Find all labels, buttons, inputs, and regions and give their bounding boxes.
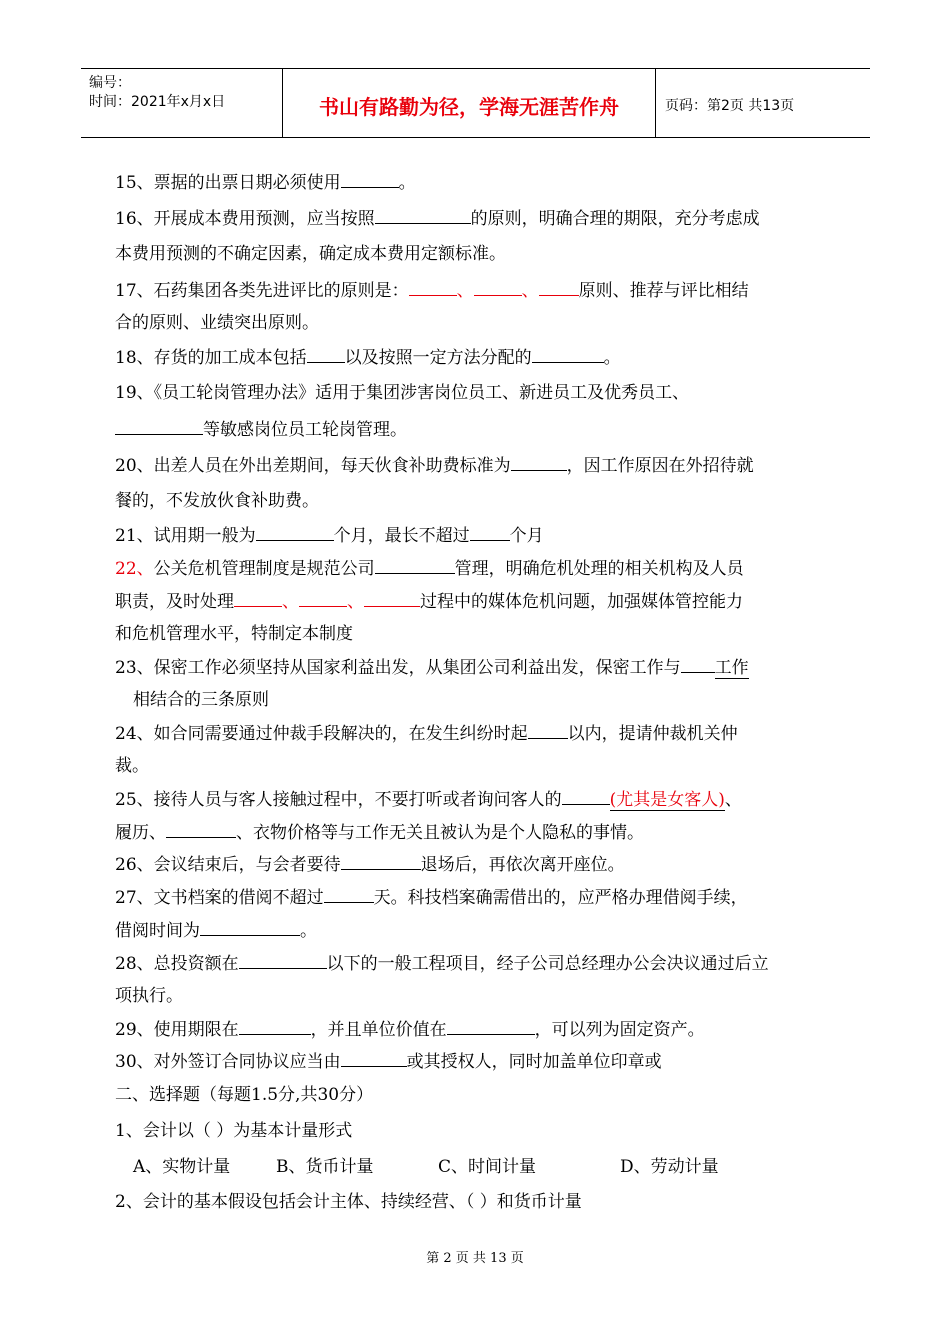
blank [256, 524, 334, 541]
question-text: 相结合的三条原则 [133, 690, 269, 710]
question-text: 和危机管理水平，特制定本制度 [115, 624, 353, 644]
question-text: 21、试用期一般为 [115, 526, 256, 546]
question-text: 16、开展成本费用预测，应当按照 [115, 209, 375, 229]
blank [239, 1018, 311, 1035]
page-footer: 第 2 页 共 13 页 [426, 1251, 524, 1266]
header-motto-cell [283, 69, 656, 137]
header-page-cell [656, 69, 870, 137]
question-16-cont [115, 243, 506, 265]
question-text: ，可以列为固定资产。 [534, 1020, 705, 1040]
blank [234, 590, 282, 607]
question-text: 18、存货的加工成本包括 [115, 348, 307, 368]
option-a: A、实物计量 [133, 1157, 231, 1177]
blank [324, 886, 374, 903]
question-text: 本费用预测的不确定因素，确定成本费用定额标准。 [115, 244, 506, 264]
page-header [81, 68, 870, 138]
blank [364, 590, 420, 607]
blank [375, 207, 471, 224]
question-27-cont [115, 919, 317, 942]
question-text: 27、文书档案的借阅不超过 [115, 888, 324, 908]
question-24-cont [115, 755, 149, 777]
question-25-cont [115, 821, 644, 844]
motto: 书山有路勤为径，学海无涯苦作舟 [319, 95, 619, 119]
question-text: 天。科技档案确需借出的，应严格办理借阅手续， [373, 888, 748, 908]
question-15 [115, 171, 416, 194]
question-text: 职责，及时处理 [115, 592, 234, 612]
question-17-cont [115, 312, 319, 334]
question-23 [115, 656, 749, 679]
question-text: 退场后，再依次离开座位。 [420, 855, 625, 875]
question-text: 17、石药集团各类先进评比的原则是： [115, 281, 409, 301]
blank [307, 346, 345, 363]
question-22-cont2 [115, 623, 353, 645]
question-text: 合的原则、业绩突出原则。 [115, 313, 319, 333]
question-text: 30、对外签订合同协议应当由 [115, 1052, 341, 1072]
blank [299, 590, 347, 607]
question-text: 过程中的媒体危机问题，加强媒体管控能力 [420, 592, 743, 612]
page-info: 页码：第2页 共13页 [665, 98, 795, 114]
question-number: 22、 [115, 559, 154, 579]
question-text: ，因工作原因在外招待就 [566, 456, 754, 476]
question-text: 29、使用期限在 [115, 1020, 239, 1040]
blank [375, 557, 455, 574]
question-text: 或其授权人，同时加盖单位印章或 [406, 1052, 662, 1072]
number-label: 编号： [89, 75, 131, 91]
question-19-cont [115, 418, 407, 441]
question-30 [115, 1050, 662, 1073]
blank [528, 722, 568, 739]
question-19 [115, 382, 689, 404]
question-text: 个月 [509, 526, 544, 546]
question-text: 裁。 [115, 756, 149, 776]
time-label: 时间：2021年x月x日 [89, 94, 226, 110]
question-17 [115, 279, 749, 302]
blank [539, 279, 579, 296]
question-24 [115, 722, 738, 745]
question-text: 以内，提请仲裁机关仲 [567, 724, 738, 744]
question-text: 等敏感岗位员工轮岗管理。 [203, 420, 407, 440]
question-text: 项执行。 [115, 986, 183, 1006]
question-text: 、衣物价格等与工作无关且被认为是个人隐私的事情。 [236, 823, 644, 843]
question-22 [115, 557, 744, 580]
question-text: 。 [398, 173, 416, 193]
separator: 、 [456, 281, 474, 301]
blank [200, 919, 300, 936]
question-text: 以下的一般工程项目，经子公司总经理办公会决议通过后立 [326, 954, 769, 974]
blank [532, 346, 604, 363]
blank [341, 1050, 407, 1067]
question-text: 23、保密工作必须坚持从国家利益出发，从集团公司利益出发，保密工作与 [115, 658, 681, 678]
question-text: 、 [724, 790, 742, 810]
blank [681, 656, 715, 673]
blank [562, 788, 610, 805]
question-text: 28、总投资额在 [115, 954, 239, 974]
blank [341, 171, 399, 188]
question-text: 的原则，明确合理的期限，充分考虑成 [470, 209, 760, 229]
question-28-cont [115, 985, 183, 1007]
question-text: 管理，明确危机处理的相关机构及人员 [454, 559, 744, 579]
question-text: 20、出差人员在外出差期间，每天伙食补助费标准为 [115, 456, 511, 476]
question-22-cont [115, 590, 743, 613]
question-25 [115, 788, 742, 811]
question-21 [115, 524, 544, 547]
blank [447, 1018, 535, 1035]
question-text: 24、如合同需要通过仲裁手段解决的，在发生纠纷时起 [115, 724, 528, 744]
question-text: 借阅时间为 [115, 921, 200, 941]
question-text: 个月，最长不超过 [333, 526, 470, 546]
mc-question-2: 2、会计的基本假设包括会计主体、持续经营、（ ）和货币计量 [115, 1192, 582, 1212]
question-18 [115, 346, 621, 369]
question-16 [115, 207, 760, 230]
question-28 [115, 952, 769, 975]
blank [115, 418, 203, 435]
separator: 、 [282, 592, 299, 612]
question-27 [115, 886, 748, 909]
blank [511, 454, 567, 471]
blank [341, 853, 421, 870]
blank [474, 279, 522, 296]
answer-hint: (尤其是女客人) [609, 790, 725, 810]
question-text: 以及按照一定方法分配的 [344, 348, 532, 368]
question-text: 26、会议结束后，与会者要待 [115, 855, 341, 875]
mc-question-1: 1、会计以（ ）为基本计量形式 [115, 1121, 353, 1141]
question-29 [115, 1018, 705, 1041]
blank [470, 524, 510, 541]
question-text: 履历、 [115, 823, 166, 843]
option-d: D、劳动计量 [620, 1157, 719, 1177]
question-23-cont [133, 689, 269, 711]
question-text: 19、《员工轮岗管理办法》适用于集团涉害岗位员工、新进员工及优秀员工、 [115, 383, 690, 403]
question-20-cont [115, 490, 319, 512]
option-c: C、时间计量 [438, 1157, 537, 1177]
question-text: 原则、推荐与评比相结 [578, 281, 749, 301]
separator: 、 [521, 281, 539, 301]
blank [409, 279, 457, 296]
section-heading: 二、选择题（每题1.5分,共30分） [115, 1085, 374, 1105]
question-text: 25、接待人员与客人接触过程中，不要打听或者询问客人的 [115, 790, 562, 810]
question-20 [115, 454, 754, 477]
header-meta-cell [81, 69, 283, 137]
question-text: 餐的，不发放伙食补助费。 [115, 491, 319, 511]
question-text: 工作 [714, 658, 749, 678]
question-text: 公关危机管理制度是规范公司 [153, 559, 375, 579]
mc-question-1-options [133, 1156, 719, 1178]
question-text: ，并且单位价值在 [310, 1020, 447, 1040]
question-text: 。 [603, 348, 621, 368]
separator: 、 [347, 592, 364, 612]
question-26 [115, 853, 625, 876]
question-text: 。 [300, 921, 317, 941]
option-b: B、货币计量 [276, 1157, 374, 1177]
blank [239, 952, 327, 969]
question-text: 15、票据的出票日期必须使用 [115, 173, 341, 193]
blank [166, 821, 236, 838]
